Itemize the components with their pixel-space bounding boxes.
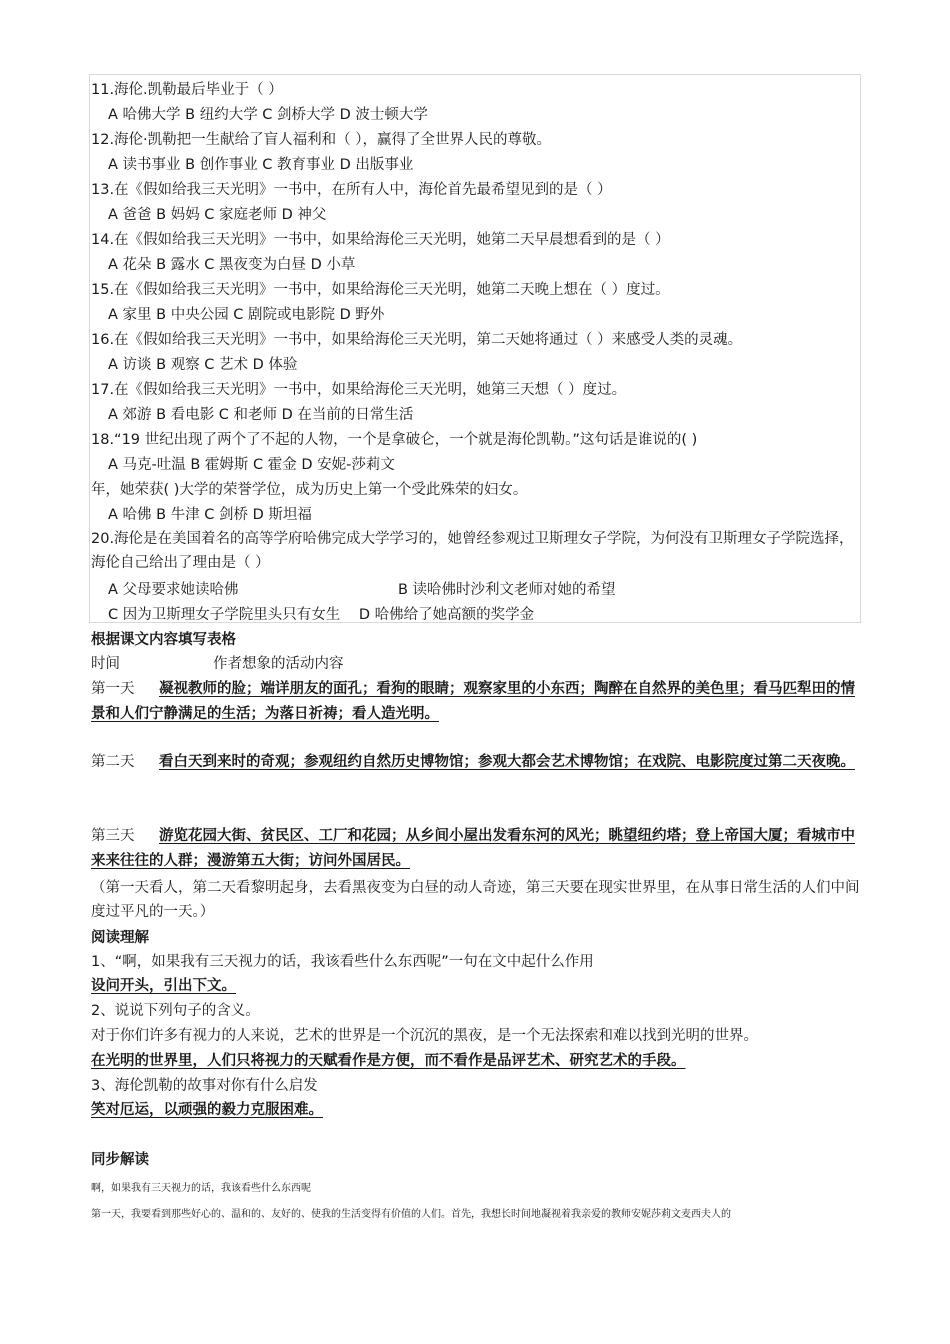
reading-a2: 在光明的世界里，人们只将视力的天赋看作是方便，而不看作是品评艺术、研究艺术的手段。 xyxy=(91,1053,686,1069)
question-16: 16.在《假如给我三天光明》一书中，如果给海伦三天光明，第二天她将通过（ ）来感受人类的灵魂。 xyxy=(91,332,743,348)
sync-line-2: 第一天，我要看到那些好心的、温和的、友好的、使我的生活变得有价值的人们。首先，我想长时间地凝视着我亲爱的教师安妮莎莉文麦西夫人的 xyxy=(91,1209,731,1220)
sync-heading: 同步解读 xyxy=(91,1152,149,1168)
table-row-day3 xyxy=(91,824,867,874)
reading-q2-sentence: 对于你们许多有视力的人来说，艺术的世界是一个沉沉的黑夜，是一个无法探索和难以找到光明的世界。 xyxy=(91,1028,758,1044)
table-row-day2 xyxy=(91,750,867,775)
question-18: 18.“19 世纪出现了两个了不起的人物，一个是拿破仑，一个就是海伦凯勒。”这句话是谁说的( ) xyxy=(91,432,698,448)
table-header-row xyxy=(91,654,491,674)
question-11: 11.海伦.凯勒最后毕业于（ ） xyxy=(91,82,283,98)
question-20-options-row2 xyxy=(108,605,848,625)
table-summary: （第一天看人，第二天看黎明起身，去看黑夜变为白昼的动人奇迹，第三天要在现实世界里，在从事日常生活的人们中间度过平凡的一天。） xyxy=(91,880,860,920)
question-14: 14.在《假如给我三天光明》一书中，如果给海伦三天光明，她第二天早晨想看到的是（ ） xyxy=(91,232,670,248)
day2-answer: 看白天到来时的奇观；参观纽约自然历史博物馆；参观大都会艺术博物馆；在戏院、电影院度过第二天夜晚。 xyxy=(159,754,855,770)
day3-label: 第三天 xyxy=(91,828,135,844)
table-heading: 根据课文内容填写表格 xyxy=(91,632,236,648)
question-18-options: A 马克-吐温 B 霍姆斯 C 霍金 D 安妮-莎莉文 xyxy=(108,457,395,473)
reading-a3: 笑对厄运，以顽强的毅力克服困难。 xyxy=(91,1102,323,1118)
question-17-options: A 郊游 B 看电影 C 和老师 D 在当前的日常生活 xyxy=(108,407,414,423)
sync-line-1: 啊，如果我有三天视力的话，我该看些什么东西呢 xyxy=(91,1183,311,1194)
question-12: 12.海伦·凯勒把一生献给了盲人福利和（ ），赢得了全世界人民的尊敬。 xyxy=(91,132,552,148)
question-17: 17.在《假如给我三天光明》一书中，如果给海伦三天光明，她第三天想（ ）度过。 xyxy=(91,382,627,398)
question-20: 20.海伦是在美国着名的高等学府哈佛完成大学学习的，她曾经参观过卫斯理女子学院，为何没有卫斯理女子学院选择，海伦自己给出了理由是（ ） xyxy=(91,531,854,571)
question-20-options-row1 xyxy=(108,580,848,600)
question-15: 15.在《假如给我三天光明》一书中，如果给海伦三天光明，她第二天晚上想在（ ）度过。 xyxy=(91,282,670,298)
question-14-options: A 花朵 B 露水 C 黑夜变为白昼 D 小草 xyxy=(108,257,356,273)
question-20-option-c: C 因为卫斯理女子学院里头只有女生 xyxy=(108,607,341,623)
table-col-content: 作者想象的活动内容 xyxy=(213,656,344,672)
question-11-options: A 哈佛大学 B 纽约大学 C 剑桥大学 D 波士顿大学 xyxy=(108,107,428,123)
day2-label: 第二天 xyxy=(91,754,135,770)
question-16-options: A 访谈 B 观察 C 艺术 D 体验 xyxy=(108,357,298,373)
question-20-option-a: A 父母要求她读哈佛 xyxy=(108,582,239,598)
question-13-options: A 爸爸 B 妈妈 C 家庭老师 D 神父 xyxy=(108,207,327,223)
question-13: 13.在《假如给我三天光明》一书中，在所有人中，海伦首先最希望见到的是（ ） xyxy=(91,182,612,198)
reading-heading: 阅读理解 xyxy=(91,930,149,946)
question-20-option-b: B 读哈佛时沙利文老师对她的希望 xyxy=(398,582,616,598)
question-19-options: A 哈佛 B 牛津 C 剑桥 D 斯坦福 xyxy=(108,507,312,523)
reading-q2: 2、说说下列句子的含义。 xyxy=(91,1003,260,1019)
day1-label: 第一天 xyxy=(91,681,135,697)
table-col-time: 时间 xyxy=(91,656,120,672)
reading-a1: 设问开头，引出下文。 xyxy=(91,978,236,994)
day3-answer: 游览花园大街、贫民区、工厂和花园；从乡间小屋出发看东河的风光；眺望纽约塔；登上帝国大厦；看城市中来来往往的人群；漫游第五大街；访问外国居民。 xyxy=(91,828,855,869)
question-19: 年，她荣获( )大学的荣誉学位，成为历史上第一个受此殊荣的妇女。 xyxy=(91,482,528,498)
question-12-options: A 读书事业 B 创作事业 C 教育事业 D 出版事业 xyxy=(108,157,414,173)
question-20-option-d: D 哈佛给了她高额的奖学金 xyxy=(358,607,535,623)
question-15-options: A 家里 B 中央公园 C 剧院或电影院 D 野外 xyxy=(108,307,385,323)
day1-answer: 凝视教师的脸；端详朋友的面孔；看狗的眼睛；观察家里的小东西；陶醉在自然界的美色里；看马匹犁田的情景和人们宁静满足的生活；为落日祈祷；看人造光明。 xyxy=(91,681,855,722)
table-row-day1 xyxy=(91,677,867,727)
reading-q3: 3、海伦凯勒的故事对你有什么启发 xyxy=(91,1078,318,1094)
reading-q1: 1、“啊，如果我有三天视力的话，我该看些什么东西呢”一句在文中起什么作用 xyxy=(91,954,594,970)
